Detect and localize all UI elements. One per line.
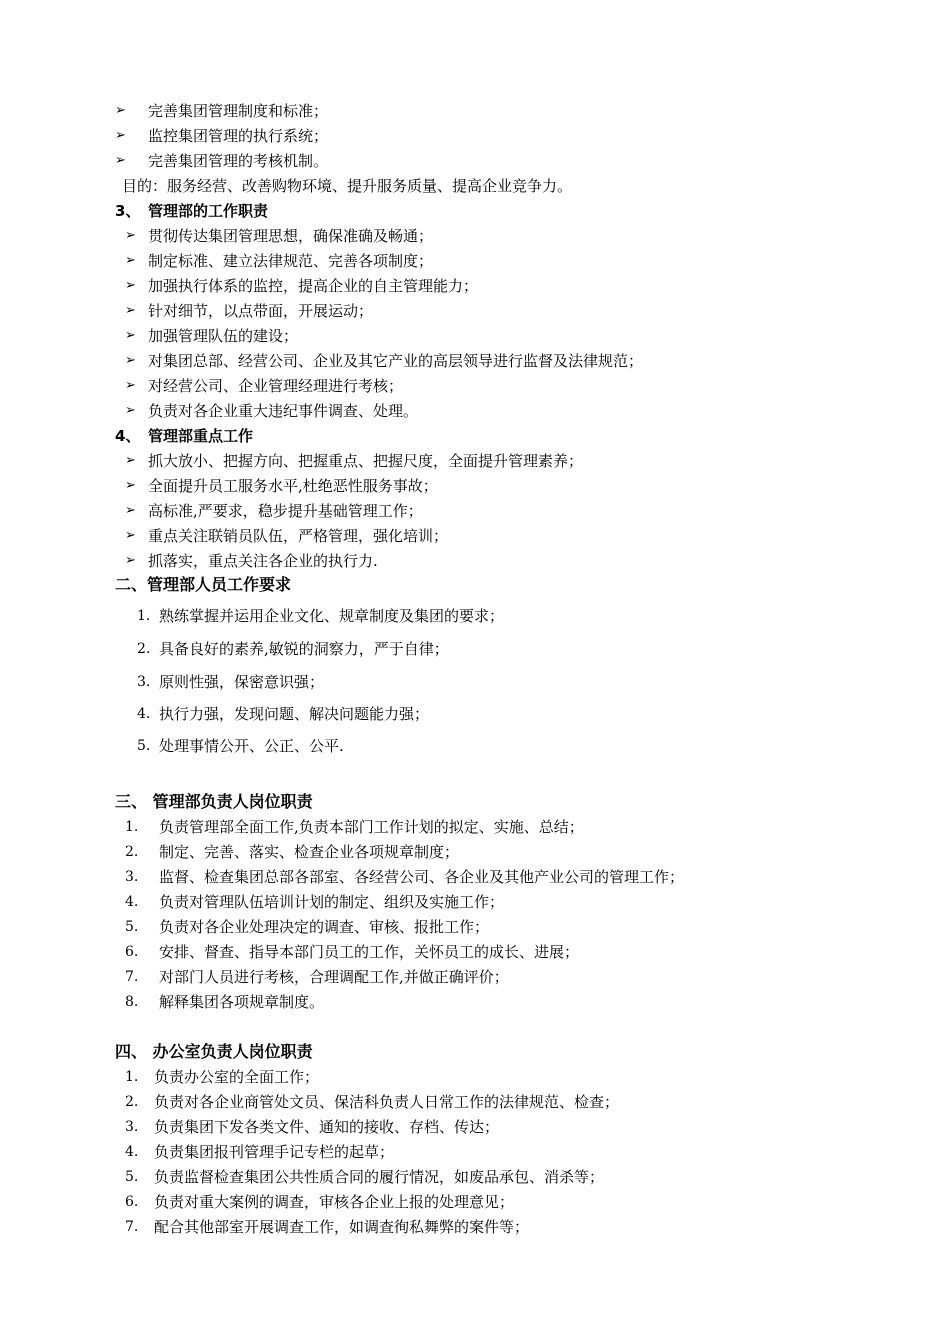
item-number: 8.: [125, 994, 139, 1010]
list-item: 负责对重大案例的调查，审核各企业上报的处理意见；: [154, 1193, 515, 1211]
item-number: 3.: [125, 1119, 139, 1135]
list-item: 对集团总部、经营公司、企业及其它产业的高层领导进行监督及法律规范；: [148, 352, 644, 370]
list-item: 抓大放小、把握方向、把握重点、把握尺度，全面提升管理素养；: [148, 452, 584, 470]
section3-number: 3、: [115, 202, 141, 220]
arrow-bullet-icon: ➢: [125, 278, 136, 293]
list-item: 完善集团管理制度和标准；: [148, 102, 329, 120]
item-number: 5.: [125, 1169, 139, 1185]
list-item: 配合其他部室开展调查工作，如调查徇私舞弊的案件等；: [154, 1218, 530, 1236]
arrow-bullet-icon: ➢: [125, 378, 136, 393]
list-item: 对部门人员进行考核，合理调配工作,并做正确评价；: [159, 968, 509, 986]
list-item: 负责监督检查集团公共性质合同的履行情况，如废品承包、消杀等；: [154, 1168, 605, 1186]
item-number: 1.: [137, 608, 151, 624]
item-number: 1.: [125, 819, 139, 835]
list-item: 原则性强，保密意识强；: [159, 673, 325, 691]
list-item: 执行力强，发现问题、解决问题能力强；: [159, 705, 430, 723]
purpose-text: 目的：服务经营、改善购物环境、提升服务质量、提高企业竞争力。: [122, 177, 573, 195]
list-item: 熟练掌握并运用企业文化、规章制度及集团的要求；: [159, 607, 505, 625]
part2-title: 二、管理部人员工作要求: [115, 575, 292, 594]
arrow-bullet-icon: ➢: [115, 153, 126, 168]
list-item: 负责集团报刊管理手记专栏的起草；: [154, 1143, 395, 1161]
list-item: 加强管理队伍的建设；: [148, 327, 299, 345]
arrow-bullet-icon: ➢: [125, 228, 136, 243]
section4-title: 管理部重点工作: [148, 427, 254, 445]
list-item: 具备良好的素养,敏锐的洞察力，严于自律；: [159, 640, 449, 658]
arrow-bullet-icon: ➢: [125, 353, 136, 368]
list-item: 处理事情公开、公正、公平.: [159, 737, 344, 755]
list-item: 加强执行体系的监控，提高企业的自主管理能力；: [148, 277, 479, 295]
list-item: 重点关注联销员队伍，严格管理，强化培训；: [148, 527, 449, 545]
list-item: 制定标准、建立法律规范、完善各项制度；: [148, 252, 434, 270]
list-item: 负责对管理队伍培训计划的制定、组织及实施工作；: [159, 893, 505, 911]
list-item: 对经营公司、企业管理经理进行考核；: [148, 377, 404, 395]
section3-title: 管理部的工作职责: [148, 202, 269, 220]
list-item: 负责对各企业处理决定的调查、审核、报批工作；: [159, 918, 490, 936]
section4-number: 4、: [115, 427, 141, 445]
arrow-bullet-icon: ➢: [115, 103, 126, 118]
item-number: 6.: [125, 944, 139, 960]
list-item: 监督、检查集团总部各部室、各经营公司、各企业及其他产业公司的管理工作；: [159, 868, 685, 886]
item-number: 4.: [137, 706, 151, 722]
part3-title: 三、 管理部负责人岗位职责: [115, 792, 313, 811]
item-number: 3.: [125, 869, 139, 885]
part4-title: 四、 办公室负责人岗位职责: [115, 1042, 313, 1061]
item-number: 6.: [125, 1194, 139, 1210]
list-item: 高标准,严要求，稳步提升基础管理工作；: [148, 502, 423, 520]
list-item: 抓落实，重点关注各企业的执行力.: [148, 552, 378, 570]
arrow-bullet-icon: ➢: [125, 503, 136, 518]
list-item: 监控集团管理的执行系统；: [148, 127, 329, 145]
arrow-bullet-icon: ➢: [125, 303, 136, 318]
list-item: 全面提升员工服务水平,杜绝恶性服务事故；: [148, 477, 438, 495]
item-number: 2.: [125, 844, 139, 860]
item-number: 5.: [125, 919, 139, 935]
arrow-bullet-icon: ➢: [125, 453, 136, 468]
item-number: 1.: [125, 1069, 139, 1085]
item-number: 7.: [125, 969, 139, 985]
list-item: 负责办公室的全面工作；: [154, 1068, 320, 1086]
list-item: 完善集团管理的考核机制。: [148, 152, 329, 170]
item-number: 7.: [125, 1219, 139, 1235]
item-number: 2.: [137, 641, 151, 657]
arrow-bullet-icon: ➢: [125, 528, 136, 543]
item-number: 5.: [137, 738, 151, 754]
list-item: 制定、完善、落实、检查企业各项规章制度；: [159, 843, 460, 861]
item-number: 4.: [125, 1144, 139, 1160]
item-number: 3.: [137, 674, 151, 690]
list-item: 安排、督查、指导本部门员工的工作，关怀员工的成长、进展；: [159, 943, 580, 961]
list-item: 负责对各企业重大违纪事件调查、处理。: [148, 402, 419, 420]
arrow-bullet-icon: ➢: [125, 478, 136, 493]
list-item: 负责集团下发各类文件、通知的接收、存档、传达；: [154, 1118, 500, 1136]
arrow-bullet-icon: ➢: [125, 403, 136, 418]
item-number: 2.: [125, 1094, 139, 1110]
arrow-bullet-icon: ➢: [115, 128, 126, 143]
list-item: 贯彻传达集团管理思想，确保准确及畅通；: [148, 227, 434, 245]
list-item: 负责管理部全面工作,负责本部门工作计划的拟定、实施、总结；: [159, 818, 584, 836]
item-number: 4.: [125, 894, 139, 910]
list-item: 解释集团各项规章制度。: [159, 993, 325, 1011]
arrow-bullet-icon: ➢: [125, 328, 136, 343]
arrow-bullet-icon: ➢: [125, 553, 136, 568]
list-item: 针对细节，以点带面，开展运动；: [148, 302, 374, 320]
list-item: 负责对各企业商管处文员、保洁科负责人日常工作的法律规范、检查；: [154, 1093, 620, 1111]
arrow-bullet-icon: ➢: [125, 253, 136, 268]
